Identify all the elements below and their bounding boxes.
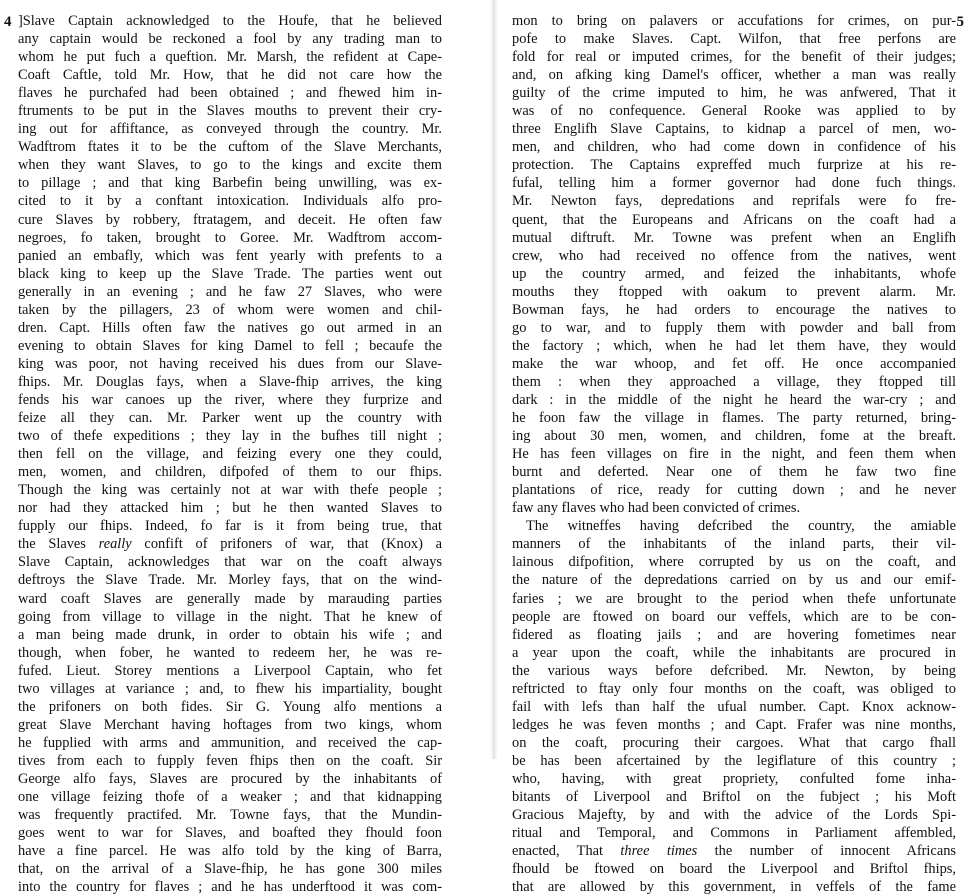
text-line: Though the king was certainly not at war with thefe people ; xyxy=(18,482,442,499)
text-line: ward coaft Slaves are generally made by marauding parties xyxy=(18,590,442,607)
text-line: fail with lefs than half the ufual number. Capt. Knox acknow- xyxy=(512,698,956,715)
text-line: the factory ; which, when he had let them have, they would xyxy=(512,337,956,354)
text-line: ftruments to be put in the Slaves mouths to prevent their cry- xyxy=(18,103,442,120)
text-line: cure Slaves by robbery, ftratagem, and deceit. He often faw xyxy=(18,211,442,228)
page-number: 5 xyxy=(956,14,964,30)
text-line: protection. The Captains expreffed much furprize at his re- xyxy=(512,157,956,174)
text-line: He has feen villages on fire in the night, and feen them when xyxy=(512,446,956,463)
text-line: when they want Slaves, to go to the kings and excite them xyxy=(18,157,442,174)
text-line: that, on the arrival of a Slave-fhip, he has gone 300 miles xyxy=(18,861,442,878)
text-line: that are allowed by this government, in veffels of the fame xyxy=(512,879,956,896)
text-line: plantations of rice, ready for cutting down ; and he never xyxy=(512,482,956,499)
text-line: whom he put fuch a queftion. Mr. Marsh, the refident at Cape- xyxy=(18,49,442,66)
text-line: the various ways before defcribed. Mr. Newton, by being xyxy=(512,662,956,679)
text-line: mouths they ftopped with oakum to prevent alarm. Mr. xyxy=(512,283,956,300)
text-line: nor had they attacked him ; but he then wanted Slaves to xyxy=(18,500,442,517)
text-line: them : when they approached a village, they ftopped till xyxy=(512,373,956,390)
text-line: black king to keep up the Slave Trade. The parties went out xyxy=(18,265,442,282)
text-line: though, when fober, he wanted to redeem her, he was re- xyxy=(18,644,442,661)
text-line: tives from each to fupply feven fhips then on the coaft. Sir xyxy=(18,752,442,769)
text-line: negroes, fo taken, brought to Goree. Mr. Wadftrom accom- xyxy=(18,229,442,246)
text-line: was of no confequence. General Rooke was applied to by xyxy=(512,103,956,120)
text-line: deftroys the Slave Trade. Mr. Morley fays, that on the wind- xyxy=(18,572,442,589)
text-line: he foon faw the village in flames. The party returned, bring- xyxy=(512,410,956,427)
text-line: was frequently practifed. Mr. Towne fays, that the Mundin- xyxy=(18,807,442,824)
text-line: fupply our fhips. Indeed, fo far is it from being true, that xyxy=(18,518,442,535)
text-line: reftricted to ftay only four months on the coaft, was obliged to xyxy=(512,680,956,697)
text-line: men, and children, who had come down in confidence of his xyxy=(512,139,956,156)
text-line: Gracious Majefty, by and with the advice of the Lords Spi- xyxy=(512,807,956,824)
text-line: he fupplied with arms and ammunition, and received the cap- xyxy=(18,734,442,751)
text-line: have a fine parcel. He was alfo told by the king of Barra, xyxy=(18,843,442,860)
text-line: the Slaves really confift of prifoners of war, that (Knox) a xyxy=(18,536,442,553)
text-line: be has been afcertained by the legiflature of this country ; xyxy=(512,752,956,769)
text-line: fufed. Lieut. Storey mentions a Liverpool Captain, who fet xyxy=(18,662,442,679)
text-line: on the coaft, procuring their cargoes. What that cargo fhall xyxy=(512,734,956,751)
text-line: and, on afking king Damel's officer, whether a man was really xyxy=(512,67,956,84)
text-line: a year upon the coaft, while the inhabitants are procured in xyxy=(512,644,956,661)
text-line: men, women, and children, difpofed of them to our fhips. xyxy=(18,464,442,481)
text-line: Mr. Newton fays, depredations and reprifals were fo fre- xyxy=(512,193,956,210)
text-line: any captain would be reckoned a fool by any trading man to xyxy=(18,31,442,48)
text-line: ]Slave Captain acknowledged to the Houfe, that he believed xyxy=(18,13,442,29)
text-line: taken by the pillagers, 23 of whom were women and chil- xyxy=(18,301,442,318)
text-line: crew, who had received no offence from the natives, went xyxy=(512,247,956,264)
text-line: evening to obtain Slaves for king Damel to fell ; becaufe the xyxy=(18,337,442,354)
text-line: great Slave Merchant having hoftages from two kings, whom xyxy=(18,716,442,733)
text-line: goes went to war for Slaves, and boafted they fhould foon xyxy=(18,825,442,842)
emphasis: three times xyxy=(620,843,698,860)
text-line: mon to bring on palavers or accufations for crimes, on pur- xyxy=(512,13,956,29)
text-line: make the war whoop, and fet off. He once accompanied xyxy=(512,355,956,372)
text-line: burnt and deferted. Near one of them he faw two fine xyxy=(512,464,956,481)
emphasis: really xyxy=(98,536,132,553)
text-line: the prifoners on both fides. Sir G. Young alfo mentions a xyxy=(18,698,442,715)
text-line: George alfo fays, Slaves are procured by the inhabitants of xyxy=(18,770,442,787)
text-line: fhould be ftowed on board the Liverpool and Briftol fhips, xyxy=(512,861,956,878)
right-page-text xyxy=(512,12,956,896)
text-line: bitants of Liverpool and Briftol on the fubject ; his Moft xyxy=(512,789,956,806)
text-line: to pillage ; and that king Barbefin being unwilling, was ex- xyxy=(18,175,442,192)
text-line: the nature of the depredations carried on by us and our emif- xyxy=(512,572,956,589)
text-line: mutual diftruft. Mr. Towne was prefent when an Englifh xyxy=(512,229,956,246)
text-line: Coaft Caftle, told Mr. How, that he did not care how the xyxy=(18,67,442,84)
text-line: two of thefe expeditions ; they lay in the bufhes till night ; xyxy=(18,428,442,445)
text-line: a man being made drunk, in order to obtain his wife ; and xyxy=(18,626,442,643)
text-line: fends his war canoes up the river, where they furprize and xyxy=(18,391,442,408)
text-line: guilty of the crime imputed to him, he was anfwered, That it xyxy=(512,85,956,102)
right-page xyxy=(496,0,980,896)
text-line: ritual and Temporal, and Commons in Parliament affembled, xyxy=(512,825,956,842)
text-line: going from village to village in the night. That he knew of xyxy=(18,608,442,625)
text-line: cited to it by a conftant intoxication. Individuals alfo pro- xyxy=(18,193,442,210)
text-line: flaves he purchafed had been obtained ; and fhewed him in- xyxy=(18,85,442,102)
text-line: into the country for flaves ; and he has underftood it was com- xyxy=(18,879,442,896)
text-line: dren. Capt. Hills often faw the natives go out armed in an xyxy=(18,319,442,336)
text-line: ing about 30 men, women, and children, fome at the breaft. xyxy=(512,428,956,445)
text-line: three Englifh Slave Captains, to kidnap a parcel of men, wo- xyxy=(512,121,956,138)
text-line: king was poor, not having received his dues from our Slave- xyxy=(18,355,442,372)
text-line: enacted, That three times the number of innocent Africans xyxy=(512,843,956,860)
text-line: The witneffes having defcribed the country, the amiable xyxy=(526,518,956,535)
text-line: up the country armed, and feized the inhabitants, whofe xyxy=(512,265,956,282)
text-line: go to war, and to fupply them with powder and ball from xyxy=(512,319,956,336)
text-line: generally in an evening ; and he faw 27 Slaves, who were xyxy=(18,283,442,300)
text-line: Bowman fays, he had orders to encourage the natives to xyxy=(512,301,956,318)
text-line: Wadftrom ftates it to be the cuftom of the Slave Merchants, xyxy=(18,139,442,156)
text-line: manners of the inhabitants of the inland parts, their vil- xyxy=(512,536,956,553)
left-page-text xyxy=(18,12,442,896)
text-line: pofe to make Slaves. Capt. Wilfon, that free perfons are xyxy=(512,31,956,48)
text-line: ledges he was feven months ; and Capt. Frafer was nine months, xyxy=(512,716,956,733)
text-line: quent, that the Europeans and Africans on the coaft had a xyxy=(512,211,956,228)
text-line: fold for real or imputed crimes, for the benefit of their judges; xyxy=(512,49,956,66)
text-line: panied an embafly, which was fent yearly with prefents to a xyxy=(18,247,442,264)
text-line: feize all they can. Mr. Parker went up the country with xyxy=(18,410,442,427)
text-line: faw any flaves who had been convicted of crimes. xyxy=(512,500,801,517)
text-line: one village feizing thofe of a weaker ; and that kidnapping xyxy=(18,789,442,806)
text-line: ing out for affiftance, as conveyed through the country. Mr. xyxy=(18,121,442,138)
text-line: Slave Captain, acknowledges that war on the coaft always xyxy=(18,554,442,571)
text-line: fufal, telling him a former governor had done fuch things. xyxy=(512,175,956,192)
text-line: fhips. Mr. Douglas fays, when a Slave-fhip arrives, the king xyxy=(18,373,442,390)
text-line: faries ; we are brought to the period when thefe unfortunate xyxy=(512,590,956,607)
text-line: who, having, with great propriety, confulted fome inha- xyxy=(512,770,956,787)
text-line: two villages at variance ; and, to fhew his impartiality, bought xyxy=(18,680,442,697)
text-line: then fell on the village, and feizing every one they could, xyxy=(18,446,442,463)
text-line: dark : in the middle of the night he heard the war-cry ; and xyxy=(512,391,956,408)
page-number: 4 xyxy=(4,14,12,30)
text-line: lainous difpofition, where corrupted by us on the coaft, and xyxy=(512,554,956,571)
text-line: people are ftowed on board our veffels, which are to be con- xyxy=(512,608,956,625)
text-line: fidered as floating jails ; and are hovering fometimes near xyxy=(512,626,956,643)
